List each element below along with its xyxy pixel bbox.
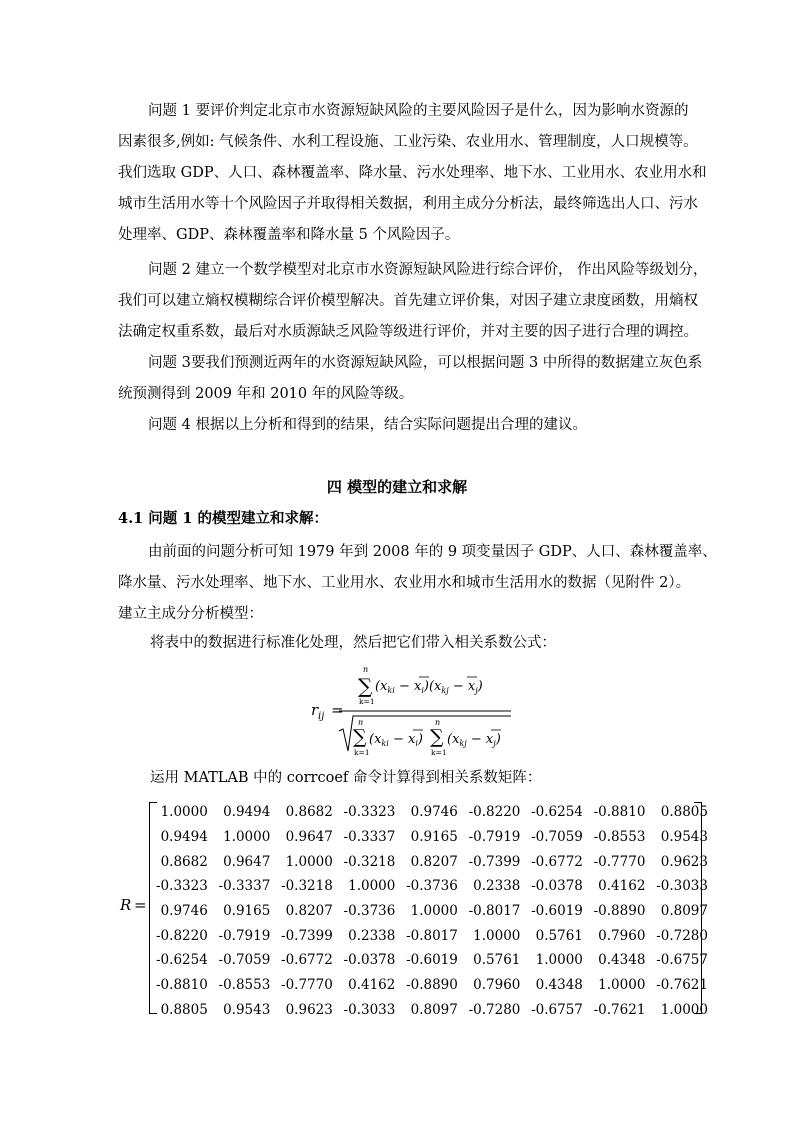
matrix-cell: 0.5761 — [473, 952, 521, 969]
matrix-cell: 1.0000 — [348, 878, 396, 895]
matrix-cell: 1.0000 — [598, 977, 646, 994]
text-line: 降水量、污水处理率、地下水、工业用水、农业用水和城市生活用水的数据（见附件 2）。 — [118, 575, 691, 591]
sum-upper-2: n — [358, 718, 364, 727]
matrix-cell: -0.3033 — [656, 878, 708, 895]
sum-upper: n — [363, 665, 369, 674]
matrix-cell: -0.6772 — [281, 952, 333, 969]
matrix-cell: 0.8207 — [410, 853, 458, 870]
text-line: 问题 1 要评价判定北京市水资源短缺风险的主要风险因子是什么，因为影响水资源的 — [148, 103, 689, 119]
matrix-cell: -0.8810 — [593, 804, 646, 821]
matrix-label: R — [120, 896, 132, 914]
sum-lower-2: k=1 — [354, 748, 370, 757]
matrix-cell: -0.8220 — [156, 927, 208, 944]
matrix-row — [156, 874, 708, 899]
text-line: 问题 2 建立一个数学模型对北京市水资源短缺风险进行综合评价， 作出风险等级划分， — [148, 262, 708, 278]
formula-graphic — [305, 663, 535, 758]
matrix-row — [156, 948, 708, 973]
text-line: 建立主成分分析模型： — [118, 606, 263, 622]
matrix-cell: -0.7280 — [656, 927, 708, 944]
matrix-cell: -0.8890 — [406, 977, 458, 994]
correlation-formula — [305, 663, 535, 758]
matrix-cell: 0.8682 — [160, 853, 208, 870]
sum-upper-3: n — [435, 718, 441, 727]
paragraph-problem-1 — [118, 96, 707, 251]
matrix-cell: 0.8805 — [160, 1001, 208, 1018]
matrix-cell: -0.7280 — [468, 1001, 521, 1018]
matrix-cell: 0.2338 — [348, 927, 396, 944]
matrix-cell: 0.2338 — [473, 878, 521, 895]
matrix-cell: 0.5761 — [535, 927, 583, 944]
matrix-cell: 0.9165 — [223, 903, 271, 920]
matrix-cell: -0.6757 — [656, 952, 708, 969]
matrix-cell: 0.9494 — [160, 829, 208, 846]
matrix-cell: 1.0000 — [410, 903, 458, 920]
sum-sign-3: ∑ — [430, 726, 444, 748]
matrix-cell: 0.9647 — [223, 853, 271, 870]
section-heading: 四 模型的建立和求解 — [326, 478, 468, 496]
paragraph-problem-4 — [118, 410, 688, 441]
matrix-cell: -0.6019 — [531, 903, 583, 920]
matrix-row — [156, 849, 708, 874]
matrix-cell: -0.7059 — [218, 952, 271, 969]
text-line: 问题 3要我们预测近两年的水资源短缺风险，可以根据问题 3 中所得的数据建立灰色系 — [148, 355, 703, 371]
matrix-cell: 0.8207 — [285, 903, 333, 920]
matrix-cell: 0.8097 — [660, 903, 708, 920]
text-line: 处理率、GDP、森林覆盖率和降水量 5 个风险因子。 — [118, 227, 460, 243]
matrix-cell: -0.3736 — [406, 878, 458, 895]
text-line: 因素很多,例如: 气候条件、水利工程设施、工业污染、农业用水、管理制度，人口规模等。 — [118, 134, 698, 150]
subsection-heading: 4.1 问题 1 的模型建立和求解： — [118, 510, 328, 527]
matrix-cell: 0.7960 — [598, 927, 646, 944]
formula-lhs: r — [311, 701, 319, 719]
text-line: 运用 MATLAB 中的 corrcoef 命令计算得到相关系数矩阵： — [150, 770, 542, 786]
denominator-term-2: $(x_{kj} - x_j)$ — [447, 732, 501, 748]
matrix-table — [156, 800, 708, 1022]
matrix-cell: -0.3323 — [156, 878, 208, 895]
correlation-matrix — [118, 800, 708, 1018]
matrix-cell: -0.6757 — [531, 1001, 583, 1018]
matrix-cell: 0.9494 — [223, 804, 271, 821]
matrix-cell: -0.7770 — [593, 853, 646, 870]
matrix-cell: -0.7059 — [531, 829, 583, 846]
matrix-cell: -0.7399 — [468, 853, 521, 870]
text-line: 统预测得到 2009 年和 2010 年的风险等级。 — [118, 386, 414, 402]
matrix-cell: 0.4348 — [598, 952, 646, 969]
paragraph-problem-3 — [118, 348, 703, 410]
sum-lower-3: k=1 — [431, 748, 447, 757]
text-line: 由前面的问题分析可知 1979 年到 2008 年的 9 项变量因子 GDP、人口、森林覆盖率、 — [148, 544, 717, 560]
formula-equals: = — [331, 701, 344, 719]
matrix-cell: -0.0378 — [531, 878, 583, 895]
paragraph-problem-2 — [118, 255, 708, 348]
matrix-cell: 0.8682 — [285, 804, 333, 821]
matrix-cell: -0.3337 — [343, 829, 396, 846]
paragraph-section-intro — [118, 537, 717, 630]
matrix-cell: 0.9746 — [410, 804, 458, 821]
matrix-bracket-right — [694, 802, 702, 1014]
sum-lower: k=1 — [359, 697, 375, 706]
numerator-expression: $(x_{ki} - x_i)(x_{kj} - x_j)$ — [375, 679, 483, 695]
matrix-cell: 1.0000 — [160, 804, 208, 821]
text-line: 我们选取 GDP、人口、森林覆盖率、降水量、污水处理率、地下水、工业用水、农业用水和 — [118, 165, 707, 181]
matrix-row — [156, 923, 708, 948]
matrix-cell: 0.8097 — [410, 1001, 458, 1018]
matrix-cell: 1.0000 — [473, 927, 521, 944]
sum-sign: ∑ — [358, 674, 373, 698]
matrix-cell: 0.8805 — [660, 804, 708, 821]
matrix-cell: -0.7399 — [281, 927, 333, 944]
matrix-cell: -0.7919 — [468, 829, 521, 846]
matrix-cell: 0.9623 — [660, 853, 708, 870]
sum-sign-2: ∑ — [353, 726, 367, 748]
matrix-cell: -0.3323 — [343, 804, 396, 821]
matrix-cell: 0.9543 — [660, 829, 708, 846]
matrix-cell: 0.9647 — [285, 829, 333, 846]
paragraph-standardize — [148, 628, 718, 659]
matrix-row — [156, 800, 708, 825]
matrix-cell: -0.6254 — [531, 804, 583, 821]
matrix-cell: -0.8220 — [468, 804, 521, 821]
matrix-cell: 1.0000 — [223, 829, 271, 846]
text-line: 法确定权重系数，最后对水质源缺乏风险等级进行评价，并对主要的因子进行合理的调控。 — [118, 324, 698, 340]
matrix-cell: -0.7919 — [218, 927, 271, 944]
matrix-cell: 0.9543 — [223, 1001, 271, 1018]
matrix-cell: 1.0000 — [535, 952, 583, 969]
matrix-cell: 0.9746 — [160, 903, 208, 920]
matrix-cell: 1.0000 — [660, 1001, 708, 1018]
matrix-row — [156, 973, 708, 998]
matrix-cell: -0.7621 — [593, 1001, 646, 1018]
matrix-cell: 1.0000 — [285, 853, 333, 870]
paragraph-corrcoef — [150, 763, 720, 794]
denominator-term-1: $(x_{ki} - x_i)$ — [369, 732, 423, 748]
matrix-cell: -0.8890 — [593, 903, 646, 920]
text-line: 城市生活用水等十个风险因子并取得相关数据，利用主成分分析法，最终筛选出人口、污水 — [118, 196, 698, 212]
text-line: 将表中的数据进行标准化处理，然后把它们带入相关系数公式： — [150, 635, 556, 651]
matrix-cell: 0.4162 — [598, 878, 646, 895]
matrix-cell: -0.8017 — [468, 903, 521, 920]
matrix-cell: -0.3033 — [343, 1001, 396, 1018]
matrix-cell: -0.8810 — [156, 977, 208, 994]
matrix-cell: -0.8553 — [218, 977, 271, 994]
matrix-cell: -0.3337 — [218, 878, 271, 895]
matrix-row — [156, 899, 708, 924]
matrix-cell: -0.8017 — [406, 927, 458, 944]
matrix-cell: -0.3736 — [343, 903, 396, 920]
matrix-cell: -0.6254 — [156, 952, 208, 969]
matrix-cell: -0.6772 — [531, 853, 583, 870]
matrix-cell: -0.3218 — [281, 878, 333, 895]
matrix-cell: -0.0378 — [343, 952, 396, 969]
matrix-cell: -0.3218 — [343, 853, 396, 870]
matrix-cell: 0.4162 — [348, 977, 396, 994]
matrix-row — [156, 825, 708, 850]
matrix-cell: -0.7621 — [656, 977, 708, 994]
matrix-cell: 0.4348 — [535, 977, 583, 994]
text-line: 我们可以建立熵权模糊综合评价模型解决。首先建立评价集，对因子建立隶度函数，用熵权 — [118, 293, 698, 309]
matrix-cell: -0.8553 — [593, 829, 646, 846]
matrix-cell: 0.7960 — [473, 977, 521, 994]
matrix-cell: -0.7770 — [281, 977, 333, 994]
matrix-cell: -0.6019 — [406, 952, 458, 969]
matrix-cell: 0.9165 — [410, 829, 458, 846]
matrix-cell: 0.9623 — [285, 1001, 333, 1018]
text-line: 问题 4 根据以上分析和得到的结果，结合实际问题提出合理的建议。 — [148, 417, 587, 433]
matrix-row — [156, 998, 708, 1023]
formula-lhs-sub: ij — [318, 711, 325, 722]
matrix-equals: = — [134, 896, 147, 914]
